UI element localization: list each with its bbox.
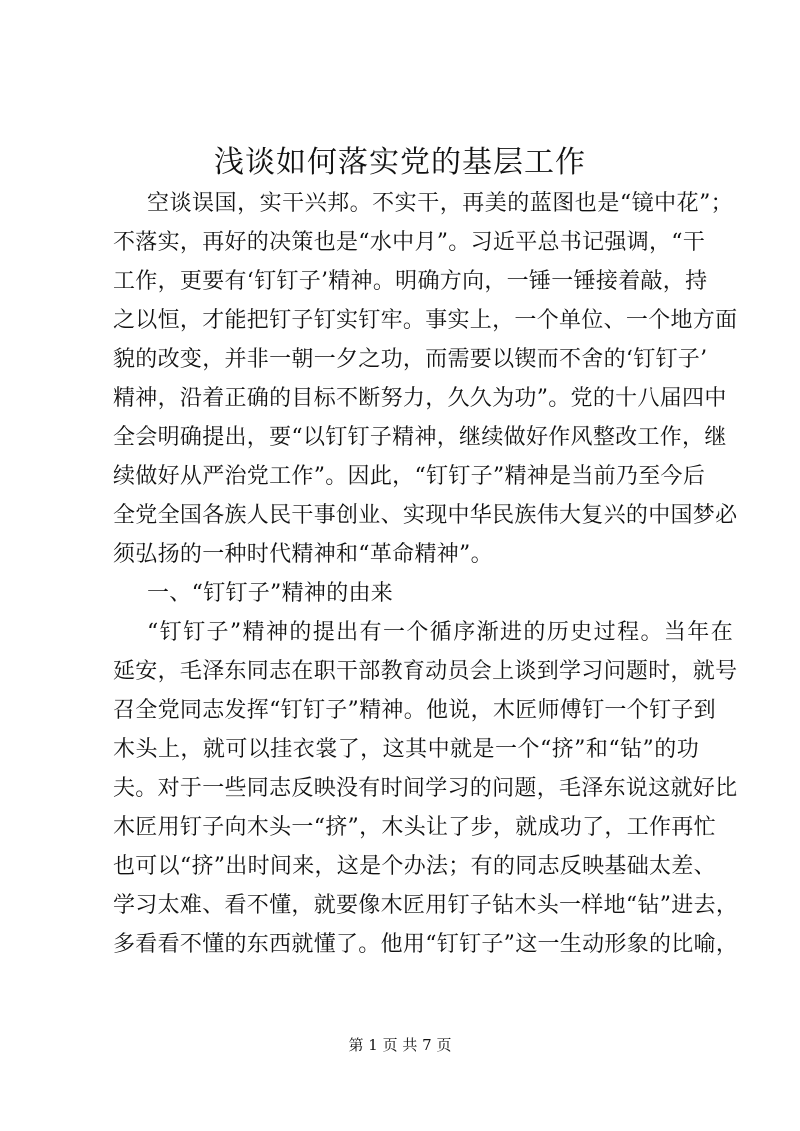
paragraph-line: 多看看不懂的东西就懂了。他用“钉钉子”这一生动形象的比喻， (113, 932, 739, 957)
paragraph-line: 延安，毛泽东同志在职干部教育动员会上谈到学习问题时，就号 (113, 659, 738, 684)
paragraph-line: 夫。对于一些同志反映没有时间学习的问题，毛泽东说这就好比 (113, 776, 738, 801)
section-heading: 一、“钉钉子”精神的由来 (147, 581, 394, 606)
paragraph-line: 也可以“挤”出时间来，这是个办法；有的同志反映基础太差、 (113, 854, 716, 879)
paragraph-line: 精神，沿着正确的目标不断努力，久久为功”。党的十八届四中 (113, 386, 727, 411)
paragraph-line: 须弘扬的一种时代精神和“革命精神”。 (113, 542, 493, 567)
paragraph-line: 之以恒，才能把钉子钉实钉牢。事实上，一个单位、一个地方面 (113, 308, 738, 333)
paragraph-line: 召全党同志发挥“钉钉子”精神。他说，木匠师傅钉一个钉子到 (113, 698, 716, 723)
paragraph-line: 续做好从严治党工作”。因此，“钉钉子”精神是当前乃至今后 (113, 464, 706, 489)
paragraph-line: 空谈误国，实干兴邦。不实干，再美的蓝图也是“镜中花”； (147, 191, 733, 216)
paragraph-line: 貌的改变，并非一朝一夕之功，而需要以锲而不舍的‘钉钉子’ (113, 347, 708, 372)
paragraph-line: 工作，更要有‘钉钉子’精神。明确方向，一锤一锤接着敲，持 (113, 269, 708, 294)
page-title: 浅谈如何落实党的基层工作 (214, 145, 586, 180)
paragraph-line: 木头上，就可以挂衣裳了，这其中就是一个“挤”和“钻”的功 (113, 737, 699, 762)
paragraph-line: 全会明确提出，要“以钉钉子精神，继续做好作风整改工作，继 (113, 425, 727, 450)
page-number-footer: 第 1 页 共 7 页 (348, 1036, 452, 1054)
paragraph-line: 全党全国各族人民干事创业、实现中华民族伟大复兴的中国梦必 (113, 503, 738, 528)
paragraph-line: “钉钉子”精神的提出有一个循序渐进的历史过程。当年在 (147, 620, 733, 645)
paragraph-line: 木匠用钉子向木头一“挤”，木头让了步，就成功了，工作再忙 (113, 815, 716, 840)
paragraph-line: 学习太难、看不懂，就要像木匠用钉子钻木头一样地“钻”进去， (113, 893, 739, 918)
document-body (113, 184, 739, 964)
paragraph-line: 不落实，再好的决策也是“水中月”。习近平总书记强调，“干 (113, 230, 706, 255)
